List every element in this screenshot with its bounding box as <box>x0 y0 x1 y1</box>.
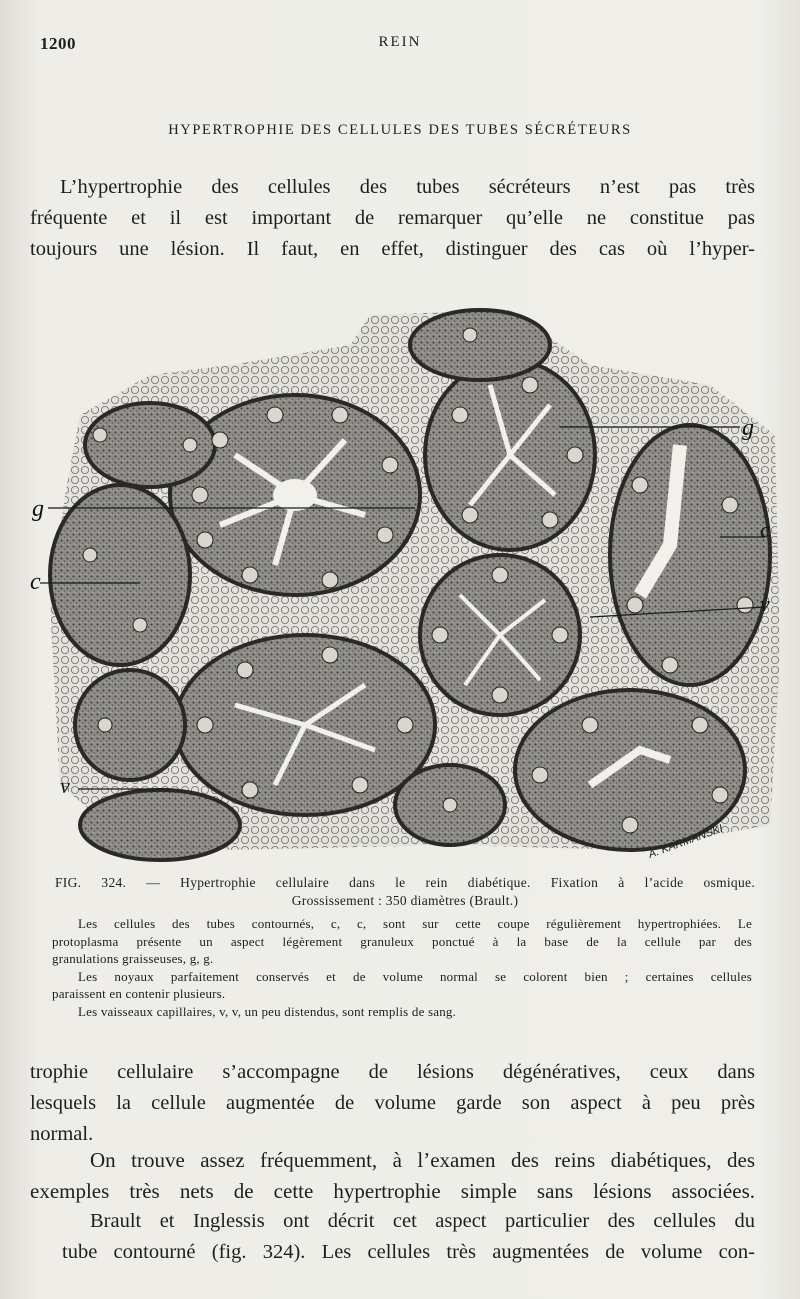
label-c-right: c <box>760 517 770 542</box>
text-line: exemples très nets de cette hypertrophie simple sans lésions associées. <box>30 1179 755 1203</box>
caption-line: FIG. 324. — Hypertrophie cellulaire dans le rein diabétique. Fixation à l’acide osmique. <box>55 875 755 890</box>
figure-caption <box>55 874 755 910</box>
tubule <box>610 425 770 685</box>
label-g-left: g <box>32 496 44 522</box>
page-number: 1200 <box>40 34 76 53</box>
tubule <box>75 670 185 780</box>
running-header <box>40 34 760 56</box>
label-g-top: g <box>742 415 754 441</box>
label-c-left: c <box>30 569 41 595</box>
tubule <box>50 485 190 665</box>
text-line: On trouve assez fréquemment, à l’examen des reins diabétiques, des <box>90 1148 755 1172</box>
text-line: lesquels la cellule augmentée de volume garde son aspect à peu près <box>30 1092 755 1114</box>
paragraph-3 <box>30 1145 755 1207</box>
legend-line: Les cellules des tubes contournés, c, c, sont sur cette coupe régulièrement hypertrophiées. Le <box>78 916 752 931</box>
kidney-section-illustration <box>30 305 785 865</box>
text-line: L’hypertrophie des cellules des tubes sécréteurs n’est pas très <box>60 176 755 198</box>
histology-figure <box>30 305 785 865</box>
text-line: fréquente et il est important de remarquer qu’elle ne constitue pas <box>30 207 755 229</box>
legend-line: granulations graisseuses, g, g. <box>52 951 214 966</box>
paragraph-1 <box>30 172 755 265</box>
section-title: HYPERTROPHIE DES CELLULES DES TUBES SÉCRÉTEURS <box>168 122 632 138</box>
illustrator-signature: A. KARMANSKI <box>646 822 725 861</box>
label-v-left: v <box>60 773 70 798</box>
legend-line: protoplasma présente un aspect légèrement granuleux ponctué à la base de la cellule par des <box>52 933 752 949</box>
legend-line: paraissent en contenir plusieurs. <box>52 986 226 1001</box>
legend-line: Les noyaux parfaitement conservés et de volume normal se colorent bien ; certaines cellules <box>78 968 752 984</box>
legend-line: Les vaisseaux capillaires, v, v, un peu distendus, sont remplis de sang. <box>78 1003 457 1019</box>
text-line: trophie cellulaire s’accompagne de lésions dégénératives, ceux dans <box>30 1061 755 1083</box>
paragraph-4 <box>30 1206 755 1268</box>
text-line: toujours une lésion. Il faut, en effet, distinguer des cas où l’hyper- <box>30 238 755 260</box>
text-line: Brault et Inglessis ont décrit cet aspect particulier des cellules du <box>90 1210 755 1232</box>
running-title: REIN <box>378 34 422 50</box>
text-line: tube contourné (fig. 324). Les cellules très augmentées de volume con- <box>62 1241 755 1263</box>
paragraph-2 <box>30 1057 755 1150</box>
tubule <box>410 310 550 380</box>
label-v-right: v <box>760 591 770 616</box>
text-line: normal. <box>30 1123 94 1145</box>
figure-legend <box>52 915 752 1020</box>
caption-line: Grossissement : 350 diamètres (Brault.) <box>291 893 519 908</box>
tubule <box>80 790 240 860</box>
